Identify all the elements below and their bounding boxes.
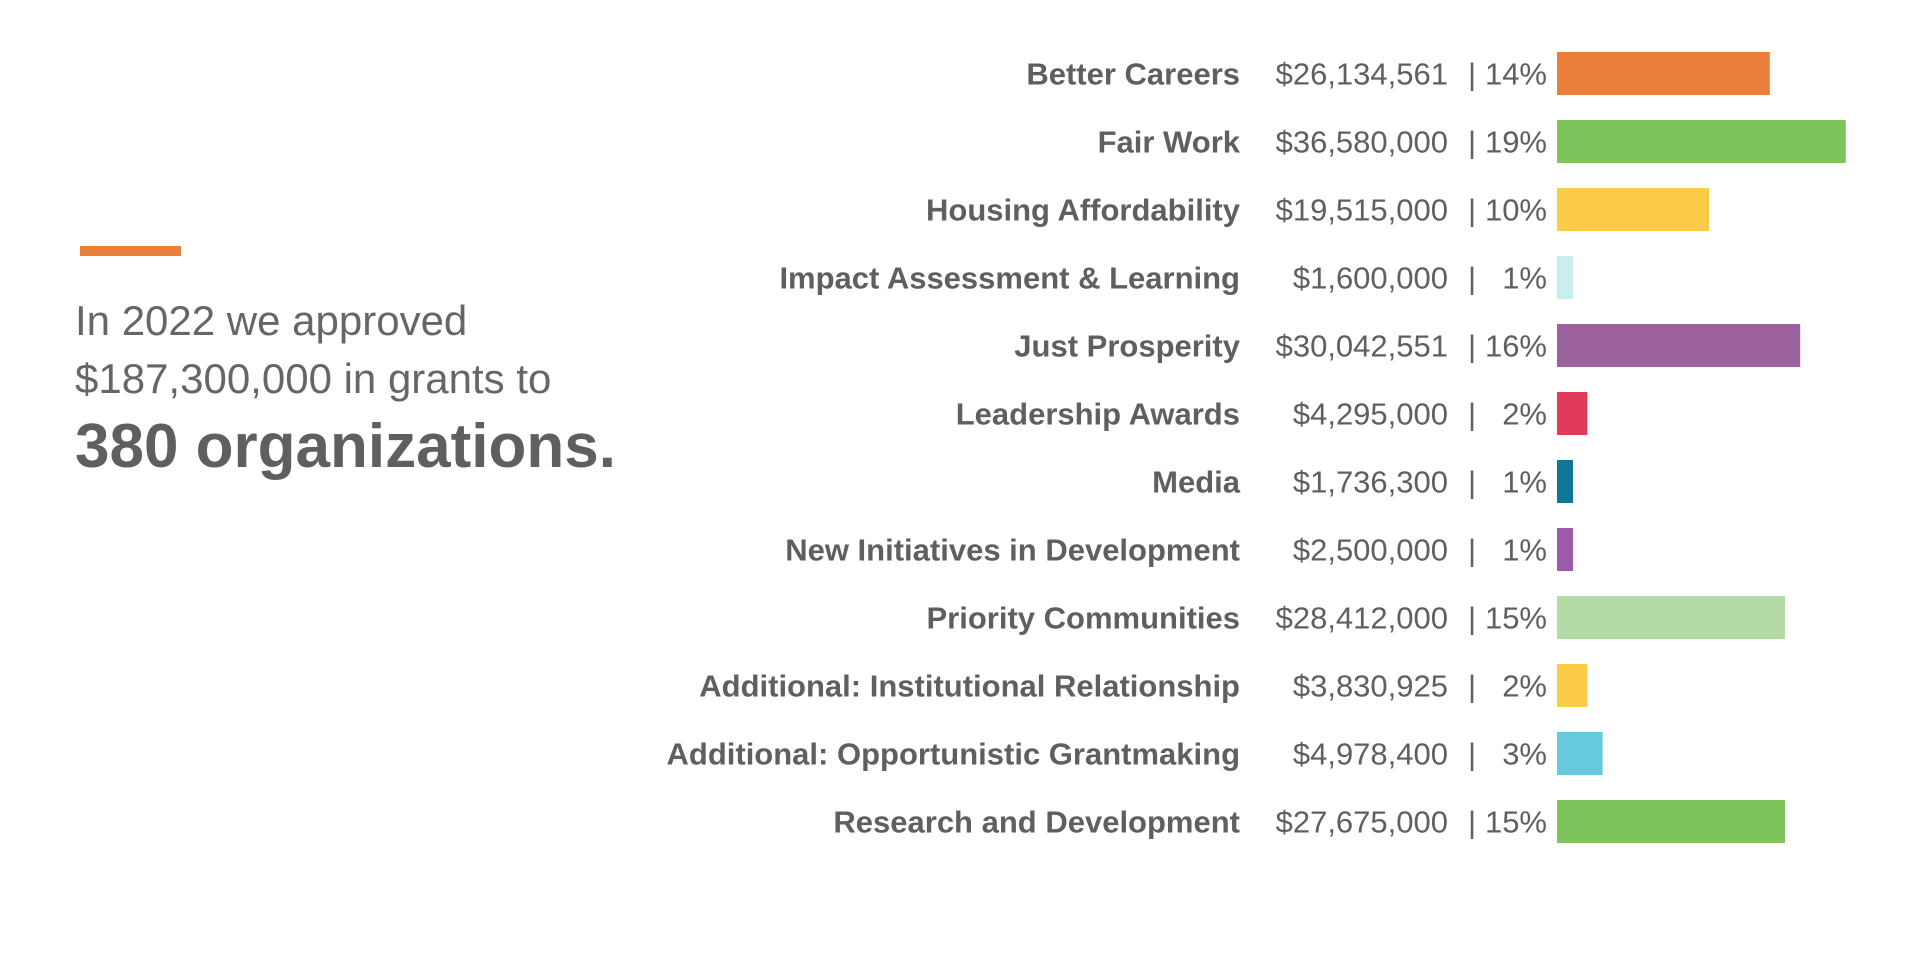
bar-category-label: Additional: Opportunistic Grantmaking [666,736,1240,772]
summary-line-1: In 2022 we approved [75,297,468,344]
summary-line-2: $187,300,000 in grants to [75,355,552,402]
bar-category-label: Impact Assessment & Learning [779,260,1240,296]
bar-category-label: Additional: Institutional Relationship [699,668,1240,704]
bar-category-label: Research and Development [833,804,1240,840]
bar [1557,460,1573,503]
bar-percent-label: 2% [1502,396,1547,432]
bar-separator: | [1467,260,1477,296]
bar-separator: | [1467,600,1477,636]
bar-separator: | [1467,396,1477,432]
bar-percent-label: 1% [1502,464,1547,500]
bar-amount-label: $19,515,000 [1275,192,1448,228]
bar [1557,392,1587,435]
bar-category-label: Priority Communities [926,600,1240,636]
bar-percent-label: 1% [1502,532,1547,568]
bar-separator: | [1467,804,1477,840]
bar-category-label: Housing Affordability [926,192,1240,228]
bar-amount-label: $2,500,000 [1292,532,1448,568]
bar [1557,188,1709,231]
bar-amount-label: $4,978,400 [1292,736,1448,772]
bar-separator: | [1467,124,1477,160]
bar-percent-label: 19% [1484,124,1547,160]
bar-separator: | [1467,668,1477,704]
bar [1557,52,1770,95]
bar [1557,596,1785,639]
bar-percent-label: 2% [1502,668,1547,704]
bar-percent-label: 10% [1484,192,1547,228]
bar-percent-label: 1% [1502,260,1547,296]
bar-category-label: Just Prosperity [1014,328,1240,364]
bar-percent-label: 3% [1502,736,1547,772]
bar-category-label: New Initiatives in Development [785,532,1240,568]
bar-separator: | [1467,56,1477,92]
summary-organizations-count: 380 organizations. [75,412,616,481]
bar-amount-label: $36,580,000 [1275,124,1448,160]
bar-percent-label: 15% [1484,804,1547,840]
bar-category-label: Fair Work [1097,124,1240,160]
bar [1557,800,1785,843]
bar [1557,732,1603,775]
bar [1557,324,1800,367]
bar-amount-label: $28,412,000 [1275,600,1448,636]
bar-category-label: Leadership Awards [955,396,1240,432]
bar-amount-label: $30,042,551 [1275,328,1448,364]
bar-separator: | [1467,532,1477,568]
bar-percent-label: 14% [1484,56,1547,92]
bar-amount-label: $26,134,561 [1275,56,1448,92]
bar-amount-label: $1,600,000 [1292,260,1448,296]
bar-amount-label: $1,736,300 [1292,464,1448,500]
bar [1557,528,1573,571]
bar-category-label: Better Careers [1026,56,1240,92]
bar-amount-label: $27,675,000 [1275,804,1448,840]
bar [1557,256,1573,299]
bar-percent-label: 15% [1484,600,1547,636]
bar-separator: | [1467,328,1477,364]
bar-amount-label: $3,830,925 [1292,668,1448,704]
bar-separator: | [1467,192,1477,228]
bar-separator: | [1467,736,1477,772]
bar-percent-label: 16% [1484,328,1547,364]
bar-category-label: Media [1152,464,1240,500]
bar [1557,664,1587,707]
bar-separator: | [1467,464,1477,500]
bar [1557,120,1846,163]
bar-amount-label: $4,295,000 [1292,396,1448,432]
